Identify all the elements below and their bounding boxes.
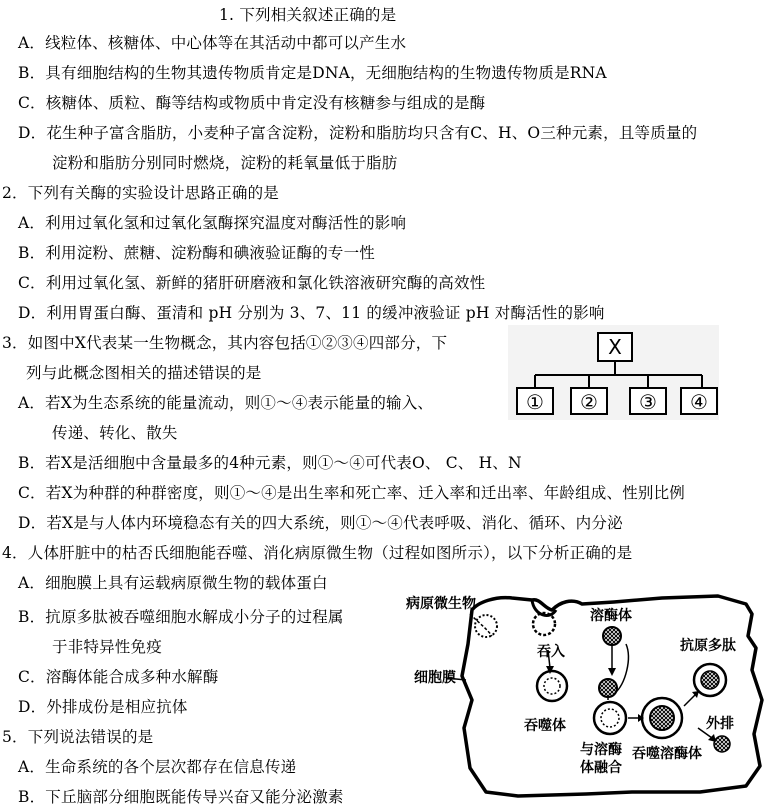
label-exocytosis: 外排 xyxy=(706,716,734,732)
q3-stem-cont: 列与此概念图相关的描述错误的是 xyxy=(26,364,262,382)
q1-option-d-cont: 淀粉和脂肪分别同时燃烧，淀粉的耗氧量低于脂肪 xyxy=(52,154,398,172)
label-membrane: 细胞膜 xyxy=(414,670,456,686)
q3-option-c: C．若X为种群的种群密度，则①～④是出生率和死亡率、迁入率和迁出率、年龄组成、性别比例 xyxy=(18,484,685,502)
label-pathogen: 病原微生物 xyxy=(406,596,476,612)
concept-diagram xyxy=(508,325,719,420)
q3-stem: 3．如图中X代表某一生物概念，其内容包括①②③④四部分，下 xyxy=(2,334,448,352)
q2-option-b: B．利用淀粉、蔗糖、淀粉酶和碘液验证酶的专一性 xyxy=(18,244,375,262)
q4-option-b: B．抗原多肽被吞噬细胞水解成小分子的过程属 xyxy=(18,608,344,626)
q3-option-a: A．若X为生态系统的能量流动，则①～④表示能量的输入、 xyxy=(18,394,434,412)
q2-option-d: D．利用胃蛋白酶、蛋清和 pH 分别为 3、7、11 的缓冲液验证 pH 对酶活性的影响 xyxy=(18,304,605,322)
label-phagosome: 吞噬体 xyxy=(524,718,566,734)
label-fusion-1: 与溶酶 xyxy=(580,742,622,758)
concept-x-box: X xyxy=(597,332,633,362)
concept-part-4: ④ xyxy=(680,387,718,415)
label-antigen-peptide: 抗原多肽 xyxy=(680,638,736,654)
concept-part-2: ② xyxy=(570,387,608,415)
label-lysosome: 溶酶体 xyxy=(590,608,632,624)
q5-option-a: A．生命系统的各个层次都存在信息传递 xyxy=(18,758,297,776)
q1-option-a: A．线粒体、核糖体、中心体等在其活动中都可以产生水 xyxy=(18,34,407,52)
q3-option-d: D．若X是与人体内环境稳态有关的四大系统，则①～④代表呼吸、消化、循环、内分泌 xyxy=(18,514,623,532)
q4-option-a: A．细胞膜上具有运载病原微生物的载体蛋白 xyxy=(18,574,328,592)
q1-option-c: C．核糖体、质粒、酶等结构或物质中肯定没有核糖参与组成的是酶 xyxy=(18,94,486,112)
q4-option-c: C．溶酶体能合成多种水解酶 xyxy=(18,668,219,686)
q3-option-a-cont: 传递、转化、散失 xyxy=(52,424,178,442)
q2-option-c: C．利用过氧化氢、新鲜的猪肝研磨液和氯化铁溶液研究酶的高效性 xyxy=(18,274,486,292)
label-phagolysosome: 吞噬溶酶体 xyxy=(632,746,702,762)
q2-option-a: A．利用过氧化氢和过氧化氢酶探究温度对酶活性的影响 xyxy=(18,214,407,232)
cell-diagram-drawing xyxy=(400,588,771,800)
q4-stem: 4．人体肝脏中的枯否氏细胞能吞噬、消化病原微生物（过程如图所示），以下分析正确的是 xyxy=(2,544,633,562)
q3-option-b: B．若X是活细胞中含量最多的4种元素，则①～④可代表O、 C、 H、N xyxy=(18,454,522,472)
q1-option-b: B．具有细胞结构的生物其遗传物质肯定是DNA，无细胞结构的生物遗传物质是RNA xyxy=(18,64,607,82)
cell-phagocytosis-diagram xyxy=(400,588,771,800)
q1-option-d: D．花生种子富含脂肪，小麦种子富含淀粉，淀粉和脂肪均只含有C、H、O三种元素，且等质量的 xyxy=(18,124,698,142)
q4-option-d: D．外排成份是相应抗体 xyxy=(18,698,188,716)
q1-stem: 1. 下列相关叙述正确的是 xyxy=(219,6,397,24)
q5-option-b: B．下丘脑部分细胞既能传导兴奋又能分泌激素 xyxy=(18,788,344,806)
label-engulf: 吞入 xyxy=(537,644,565,660)
q5-stem: 5．下列说法错误的是 xyxy=(2,728,154,746)
q2-stem: 2．下列有关酶的实验设计思路正确的是 xyxy=(2,184,279,202)
concept-part-1: ① xyxy=(516,387,554,415)
concept-part-3: ③ xyxy=(629,387,667,415)
label-fusion-2: 体融合 xyxy=(580,760,622,776)
q4-option-b-cont: 于非特异性免疫 xyxy=(52,638,162,656)
